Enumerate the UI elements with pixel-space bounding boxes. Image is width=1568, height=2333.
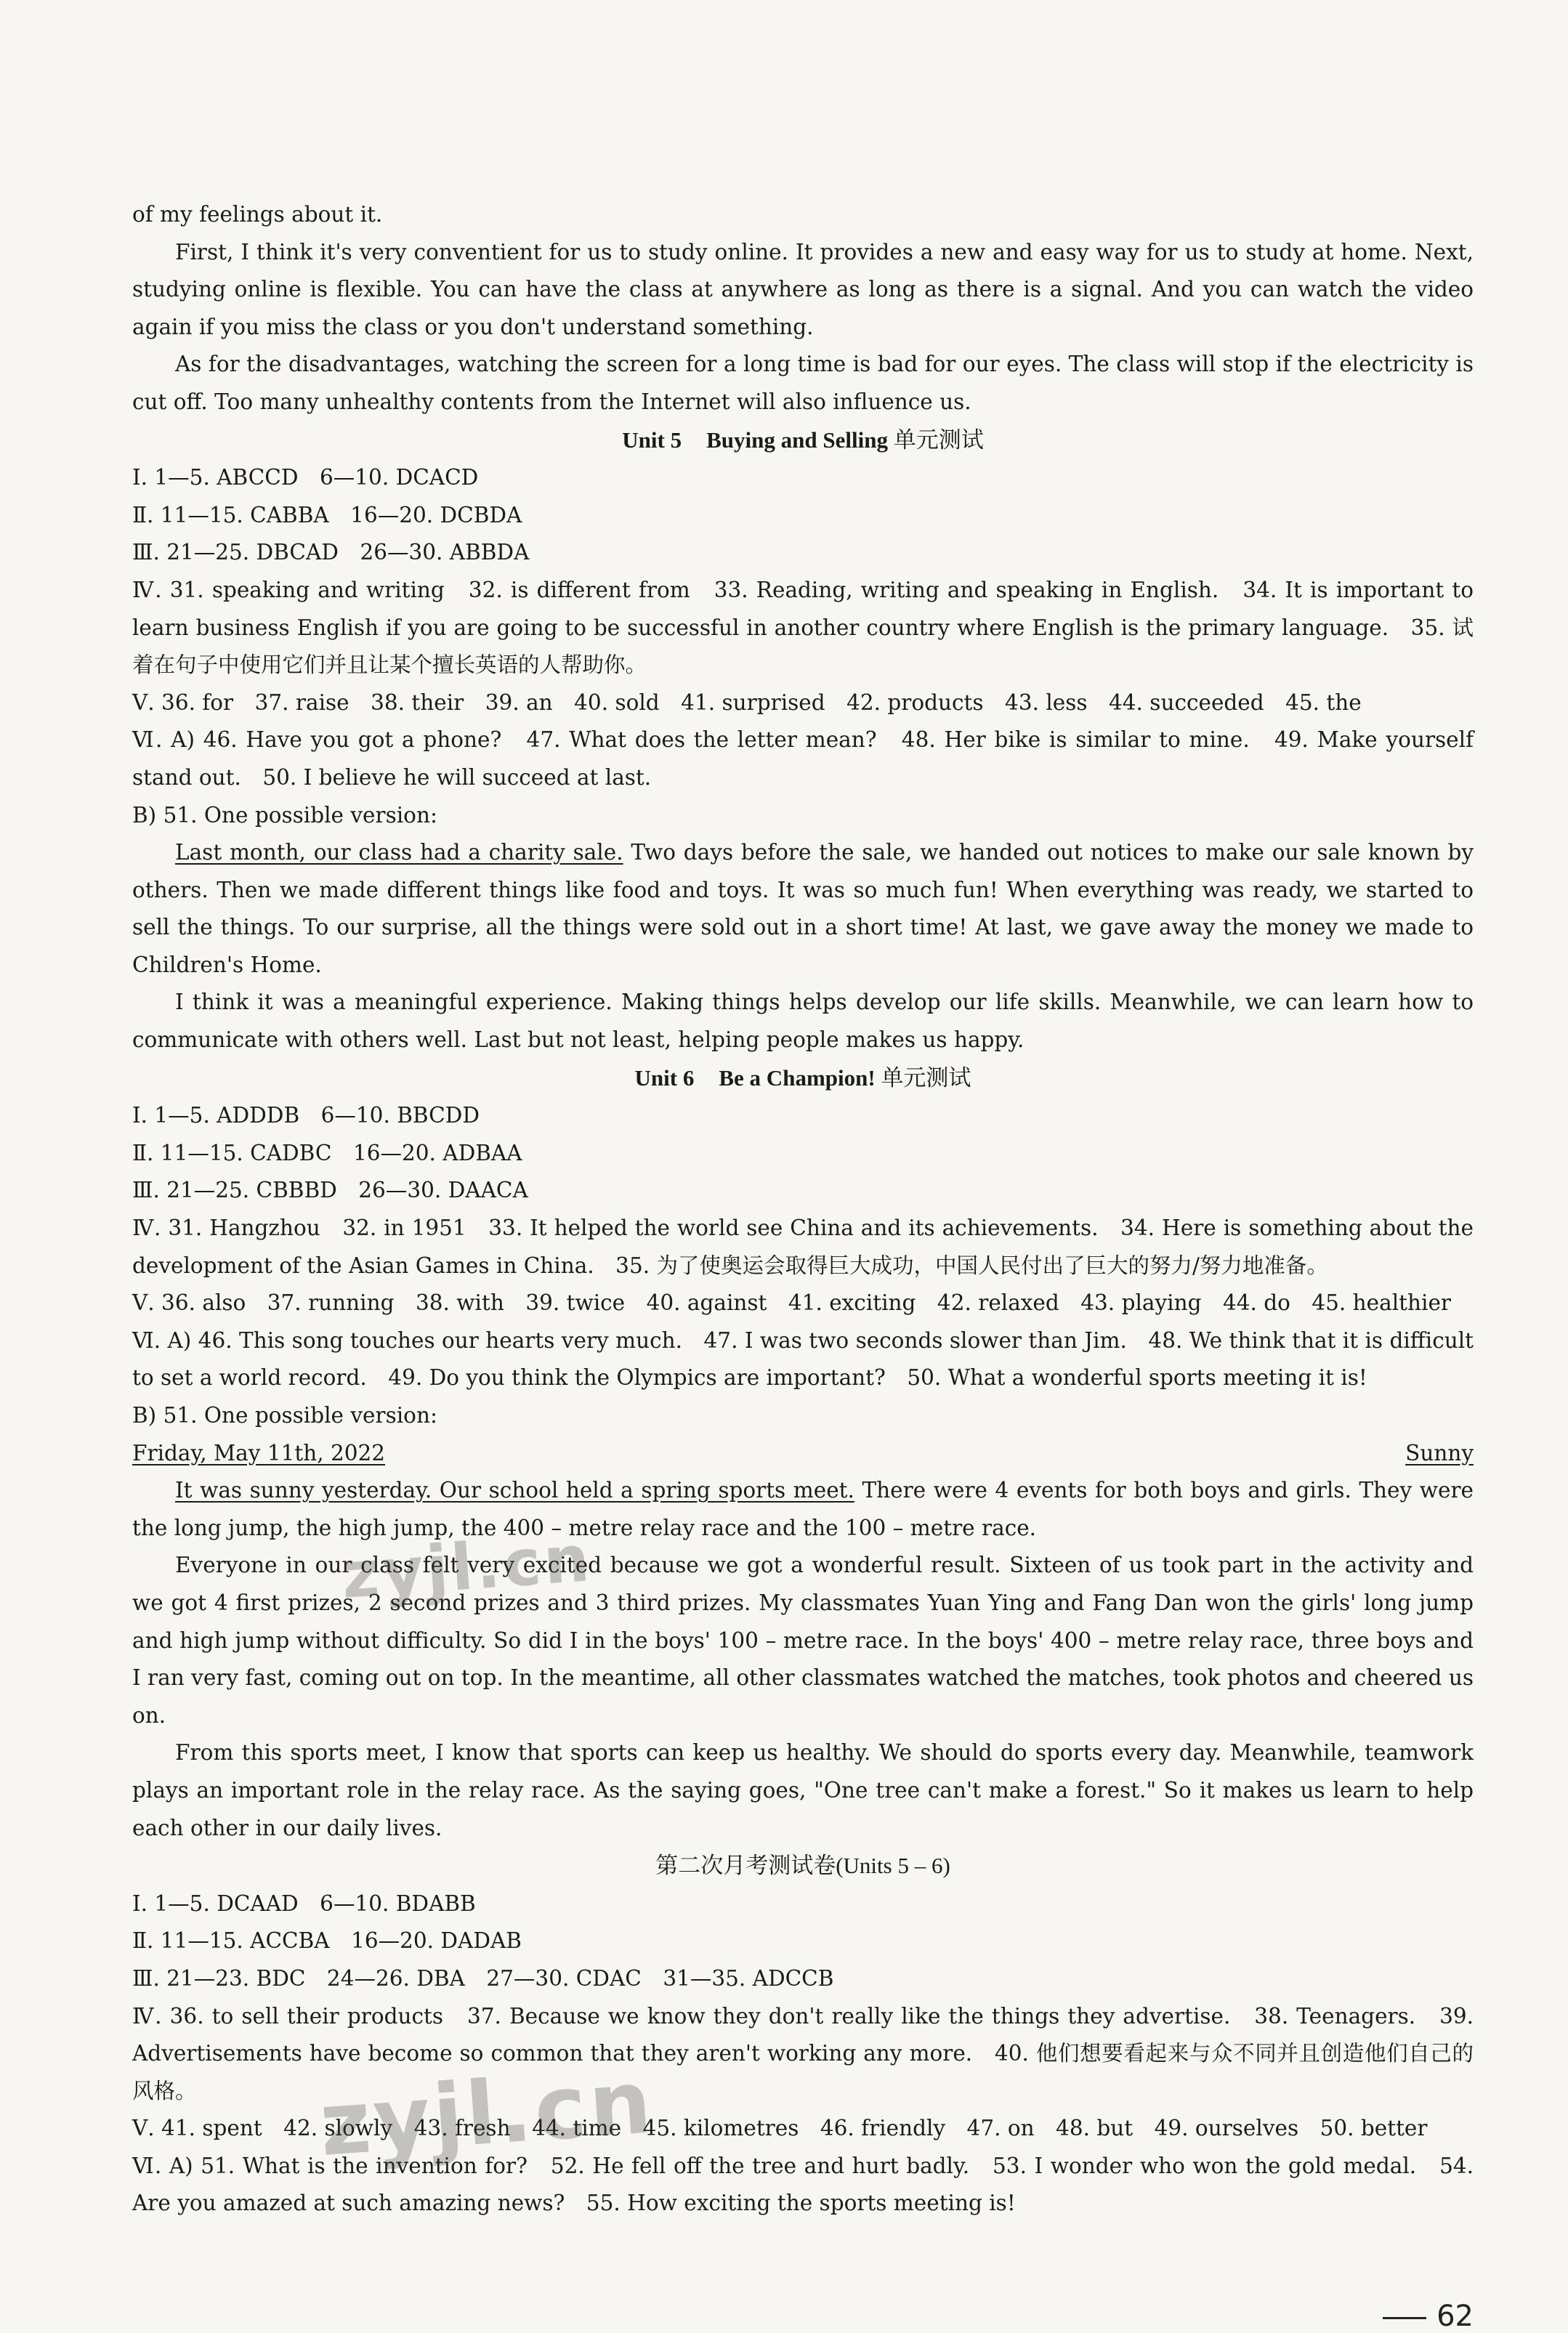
unit6-section-4: Ⅳ. 31. Hangzhou 32. in 1951 33. It helped the world see China and its achievements. 34. Here is something about the development of the Asian Games in China. 35. 为了使奥运会取得巨大成功，中国人民付出了巨大的努力/努力地准备。 (132, 1216, 1474, 1278)
unit5-essay-paragraph-1 (132, 834, 1474, 984)
test2-heading-units: (Units 5 – 6) (836, 1853, 950, 1879)
unit6-heading-cn: 单元测试 (881, 1064, 971, 1091)
test2-section-3: Ⅲ. 21—23. BDC 24—26. DBA 27—30. CDAC 31—35. ADCCB (132, 1965, 834, 1991)
test2-section-6: Ⅵ. A) 51. What is the invention for? 52. He fell off the tree and hurt badly. 53. I wonder who won the gold medal. 54. Are you amazed at such amazing news? 55. How exciting the sports meeting is! (132, 2153, 1474, 2216)
unit5-section-4: Ⅳ. 31. speaking and writing 32. is different from 33. Reading, writing and speaking in English. 34. It is important to learn business English if you are going to be successful in another country where English is the primary language. 35. 试着在句子中使用它们并且让某个擅长英语的人帮助你。 (132, 577, 1474, 678)
unit5-essay-body: Two days before the sale, we handed out notices to make our sale known by others. Then we made different things like food and toys. It was so much fun! When everything was ready, we started to sell the things. To our surprise, all the things were sold out in a short time! At last, we gave away the money we made to Children's Home. (132, 840, 1474, 977)
unit5-heading-number: Unit 5 (622, 426, 682, 453)
unit6-essay-paragraph-3: From this sports meet, I know that sports can keep us healthy. We should do sports every day. Meanwhile, teamwork plays an important role in the relay race. As the saying goes, "One tree can't make a forest." So it makes us learn to help each other in our daily lives. (132, 1740, 1474, 1840)
answer-page (132, 196, 1474, 2333)
watermark-upper: zyjl.cn (339, 1521, 595, 1613)
unit5-essay-topic-sentence: Last month, our class had a charity sale. (175, 840, 623, 865)
unit6-section-5: Ⅴ. 36. also 37. running 38. with 39. twice 40. against 41. exciting 42. relaxed 43. playing 44. do 45. healthier (132, 1290, 1452, 1316)
unit6-diary-weather: Sunny (1405, 1440, 1474, 1465)
unit6-diary-date: Friday, May 11th, 2022 (132, 1440, 386, 1465)
unit5-essay-paragraph-2: I think it was a meaningful experience. Making things helps develop our life skills. Meanwhile, we can learn how to communicate with others well. Last but not least, helping people makes us happy. (132, 990, 1474, 1053)
unit6-essay-body: There were 4 events for both boys and girls. They were the long jump, the high jump, the 400 – metre relay race and the 100 – metre race. (132, 1478, 1474, 1540)
unit5-heading (132, 421, 1474, 460)
unit5-heading-cn: 单元测试 (893, 426, 984, 453)
unit6-heading (132, 1059, 1474, 1098)
unit6-section-6: Ⅵ. A) 46. This song touches our hearts very much. 47. I was two seconds slower than Jim. 48. We think that it is difficult to set a world record. 49. Do you think the Olympics are important? 50. What a wonderful sports meeting it is! (132, 1327, 1474, 1391)
unit6-section-1: Ⅰ. 1—5. ADDDB 6—10. BBCDD (132, 1103, 480, 1128)
unit6-heading-title: Be a Champion! (719, 1064, 876, 1091)
intro-paragraph-2: As for the disadvantages, watching the screen for a long time is bad for our eyes. The class will stop if the electricity is cut off. Too many unhealthy contents from the Internet will also influence us. (132, 352, 1474, 414)
test2-heading (132, 1847, 1474, 1885)
watermark-lower: zyjl.cn (316, 2052, 658, 2176)
unit5-section-6: Ⅵ. A) 46. Have you got a phone? 47. What does the letter mean? 48. Her bike is similar to mine. 49. Make yourself stand out. 50. I believe he will succeed at last. (132, 727, 1474, 790)
page-number-dash (1383, 2317, 1426, 2319)
unit6-diary-dateline (132, 1435, 1474, 1473)
intro-line: of my feelings about it. (132, 202, 383, 227)
test2-section-5: Ⅴ. 41. spent 42. slowly 43. fresh 44. time 45. kilometres 46. friendly 47. on 48. but 49. ourselves 50. better (132, 2116, 1428, 2141)
unit6-section-3: Ⅲ. 21—25. CBBBD 26—30. DAACA (132, 1178, 528, 1203)
unit6-essay-paragraph-2: Everyone in our class felt very excited because we got a wonderful result. Sixteen of us took part in the activity and we got 4 first prizes, 2 second prizes and 3 third prizes. My classmates Yuan Ying and Fang Dan won the girls' long jump and high jump without difficulty. So did I in the boys' 100 – metre race. In the boys' 400 – metre relay race, three boys and I ran very fast, coming out on top. In the meantime, all other classmates watched the matches, took photos and cheered us on. (132, 1553, 1474, 1728)
unit6-essay-paragraph-1 (132, 1472, 1474, 1547)
unit6-heading-number: Unit 6 (634, 1064, 695, 1091)
intro-paragraph-1: First, I think it's very conventient for us to study online. It provides a new and easy way for us to study at home. Next, studying online is flexible. You can have the class at anywhere as long as there is a signal. And you can watch the video again if you miss the class or you don't understand something. (132, 239, 1474, 339)
test2-heading-cn: 第二次月考测试卷 (655, 1853, 836, 1880)
unit6-section-2: Ⅱ. 11—15. CADBC 16—20. ADBAA (132, 1140, 522, 1165)
unit5-section-1: Ⅰ. 1—5. ABCCD 6—10. DCACD (132, 465, 479, 490)
unit5-writing-label: B) 51. One possible version: (132, 802, 437, 828)
unit5-heading-title: Buying and Selling (706, 426, 888, 453)
page-number-text: 62 (1436, 2300, 1474, 2333)
unit5-section-2: Ⅱ. 11—15. CABBA 16—20. DCBDA (132, 502, 522, 527)
unit5-section-5: Ⅴ. 36. for 37. raise 38. their 39. an 40. sold 41. surprised 42. products 43. less 44. succeeded 45. the (132, 690, 1362, 715)
page-number (1383, 2300, 1474, 2333)
test2-section-1: Ⅰ. 1—5. DCAAD 6—10. BDABB (132, 1891, 476, 1916)
test2-section-2: Ⅱ. 11—15. ACCBA 16—20. DADAB (132, 1928, 522, 1954)
unit6-essay-topic-sentence: It was sunny yesterday. Our school held a spring sports meet. (175, 1478, 854, 1503)
unit5-section-3: Ⅲ. 21—25. DBCAD 26—30. ABBDA (132, 540, 530, 565)
test2-section-4: Ⅳ. 36. to sell their products 37. Because we know they don't really like the things they advertise. 38. Teenagers. 39. Advertisements have become so common that they aren't working any more. 40. 他们想要看起来与众不同并且创造他们自己的风格。 (132, 2003, 1474, 2103)
unit6-writing-label: B) 51. One possible version: (132, 1403, 437, 1428)
